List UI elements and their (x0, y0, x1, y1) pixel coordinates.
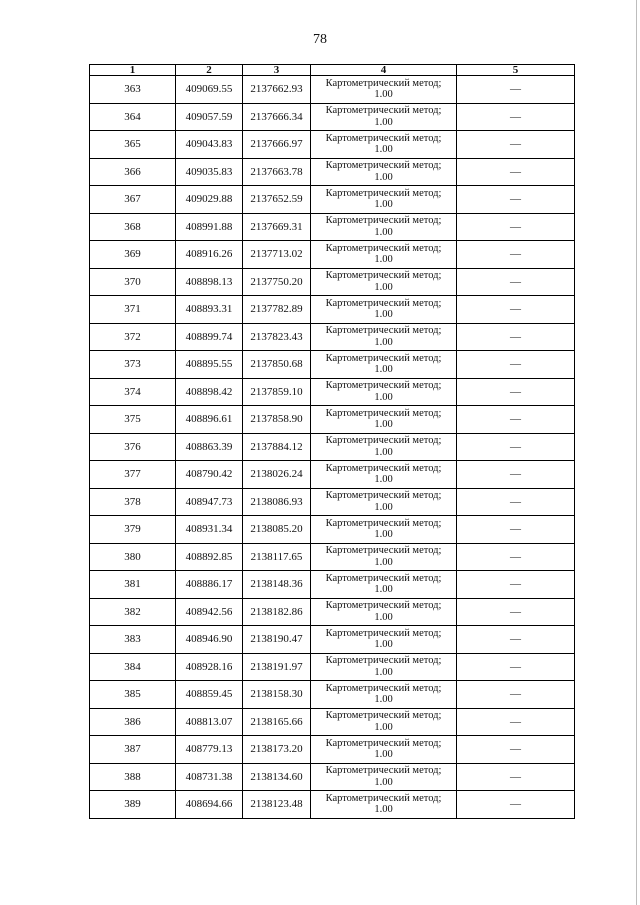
x-coordinate-cell: 409043.83 (176, 131, 243, 159)
method-cell (311, 543, 457, 571)
point-number-cell: 377 (90, 461, 176, 489)
y-coordinate-cell: 2138165.66 (243, 708, 311, 736)
column-5-cell: — (457, 708, 575, 736)
x-coordinate-cell: 408790.42 (176, 461, 243, 489)
table-row (90, 406, 575, 434)
point-number-cell: 370 (90, 268, 176, 296)
column-5-cell: — (457, 76, 575, 104)
table-row (90, 653, 575, 681)
column-5-cell: — (457, 213, 575, 241)
column-header-1: 1 (90, 65, 176, 76)
table-row (90, 763, 575, 791)
x-coordinate-cell: 409057.59 (176, 103, 243, 131)
point-number-cell: 376 (90, 433, 176, 461)
method-cell (311, 571, 457, 599)
x-coordinate-cell: 409029.88 (176, 186, 243, 214)
method-cell (311, 103, 457, 131)
method-text: Картометрический метод; (325, 187, 442, 199)
table-row (90, 241, 575, 269)
accuracy-text: 1.00 (374, 666, 393, 678)
point-number-cell: 369 (90, 241, 176, 269)
method-text: Картометрический метод; (325, 600, 442, 612)
accuracy-text: 1.00 (374, 254, 393, 266)
table-row (90, 543, 575, 571)
y-coordinate-cell: 2138085.20 (243, 516, 311, 544)
x-coordinate-cell: 408931.34 (176, 516, 243, 544)
column-5-cell: — (457, 351, 575, 379)
column-5-cell: — (457, 241, 575, 269)
method-text: Картометрический метод; (325, 242, 442, 254)
point-number-cell: 385 (90, 681, 176, 709)
point-number-cell: 367 (90, 186, 176, 214)
method-text: Картометрический метод; (325, 792, 442, 804)
column-5-cell: — (457, 186, 575, 214)
point-number-cell: 382 (90, 598, 176, 626)
method-text: Картометрический метод; (325, 462, 442, 474)
method-cell (311, 736, 457, 764)
point-number-cell: 368 (90, 213, 176, 241)
column-5-cell: — (457, 681, 575, 709)
point-number-cell: 372 (90, 323, 176, 351)
y-coordinate-cell: 2138134.60 (243, 763, 311, 791)
accuracy-text: 1.00 (374, 749, 393, 761)
table-row (90, 268, 575, 296)
method-text: Картометрический метод; (325, 765, 442, 777)
method-text: Картометрический метод; (325, 407, 442, 419)
point-number-cell: 375 (90, 406, 176, 434)
table-row (90, 571, 575, 599)
method-cell (311, 516, 457, 544)
table-row (90, 461, 575, 489)
accuracy-text: 1.00 (374, 89, 393, 101)
accuracy-text: 1.00 (374, 336, 393, 348)
accuracy-text: 1.00 (374, 639, 393, 651)
method-text: Картометрический метод; (325, 682, 442, 694)
column-5-cell: — (457, 131, 575, 159)
x-coordinate-cell: 408886.17 (176, 571, 243, 599)
method-text: Картометрический метод; (325, 132, 442, 144)
x-coordinate-cell: 408893.31 (176, 296, 243, 324)
method-text: Картометрический метод; (325, 655, 442, 667)
accuracy-text: 1.00 (374, 694, 393, 706)
accuracy-text: 1.00 (374, 144, 393, 156)
y-coordinate-cell: 2137666.34 (243, 103, 311, 131)
column-5-cell: — (457, 406, 575, 434)
accuracy-text: 1.00 (374, 281, 393, 293)
table-row (90, 708, 575, 736)
table-header-row (90, 65, 575, 76)
accuracy-text: 1.00 (374, 116, 393, 128)
y-coordinate-cell: 2138086.93 (243, 488, 311, 516)
point-number-cell: 383 (90, 626, 176, 654)
method-cell (311, 708, 457, 736)
column-header-5: 5 (457, 65, 575, 76)
accuracy-text: 1.00 (374, 529, 393, 541)
y-coordinate-cell: 2137859.10 (243, 378, 311, 406)
point-number-cell: 373 (90, 351, 176, 379)
column-5-cell: — (457, 378, 575, 406)
method-cell (311, 241, 457, 269)
method-text: Картометрический метод; (325, 435, 442, 447)
x-coordinate-cell: 408896.61 (176, 406, 243, 434)
column-5-cell: — (457, 323, 575, 351)
column-5-cell: — (457, 296, 575, 324)
y-coordinate-cell: 2138173.20 (243, 736, 311, 764)
page-number: 78 (313, 32, 327, 47)
table-row (90, 598, 575, 626)
method-text: Картометрический метод; (325, 572, 442, 584)
table-row (90, 131, 575, 159)
x-coordinate-cell: 408991.88 (176, 213, 243, 241)
method-text: Картометрический метод; (325, 215, 442, 227)
column-5-cell: — (457, 653, 575, 681)
y-coordinate-cell: 2137652.59 (243, 186, 311, 214)
column-5-cell: — (457, 516, 575, 544)
point-number-cell: 389 (90, 791, 176, 819)
table-row (90, 351, 575, 379)
x-coordinate-cell: 408898.42 (176, 378, 243, 406)
accuracy-text: 1.00 (374, 199, 393, 211)
method-cell (311, 626, 457, 654)
method-cell (311, 406, 457, 434)
method-cell (311, 213, 457, 241)
method-cell (311, 653, 457, 681)
column-header-4: 4 (311, 65, 457, 76)
method-cell (311, 433, 457, 461)
x-coordinate-cell: 409035.83 (176, 158, 243, 186)
y-coordinate-cell: 2137884.12 (243, 433, 311, 461)
table-row (90, 681, 575, 709)
method-cell (311, 378, 457, 406)
table-row (90, 791, 575, 819)
column-5-cell: — (457, 736, 575, 764)
point-number-cell: 374 (90, 378, 176, 406)
method-cell (311, 158, 457, 186)
x-coordinate-cell: 408694.66 (176, 791, 243, 819)
method-text: Картометрический метод; (325, 270, 442, 282)
y-coordinate-cell: 2137858.90 (243, 406, 311, 434)
table-row (90, 213, 575, 241)
column-header-3: 3 (243, 65, 311, 76)
accuracy-text: 1.00 (374, 584, 393, 596)
table-row (90, 488, 575, 516)
y-coordinate-cell: 2138158.30 (243, 681, 311, 709)
x-coordinate-cell: 408942.56 (176, 598, 243, 626)
accuracy-text: 1.00 (374, 556, 393, 568)
column-5-cell: — (457, 626, 575, 654)
table-row (90, 103, 575, 131)
column-5-cell: — (457, 488, 575, 516)
method-text: Картометрический метод; (325, 77, 442, 89)
y-coordinate-cell: 2137713.02 (243, 241, 311, 269)
point-number-cell: 384 (90, 653, 176, 681)
accuracy-text: 1.00 (374, 474, 393, 486)
point-number-cell: 363 (90, 76, 176, 104)
x-coordinate-cell: 409069.55 (176, 76, 243, 104)
method-text: Картометрический метод; (325, 737, 442, 749)
column-5-cell: — (457, 103, 575, 131)
column-5-cell: — (457, 598, 575, 626)
y-coordinate-cell: 2137669.31 (243, 213, 311, 241)
x-coordinate-cell: 408859.45 (176, 681, 243, 709)
table-row (90, 626, 575, 654)
accuracy-text: 1.00 (374, 804, 393, 816)
x-coordinate-cell: 408779.13 (176, 736, 243, 764)
method-cell (311, 296, 457, 324)
y-coordinate-cell: 2137750.20 (243, 268, 311, 296)
point-number-cell: 387 (90, 736, 176, 764)
column-5-cell: — (457, 158, 575, 186)
method-cell (311, 791, 457, 819)
y-coordinate-cell: 2138148.36 (243, 571, 311, 599)
method-text: Картометрический метод; (325, 352, 442, 364)
method-cell (311, 461, 457, 489)
x-coordinate-cell: 408813.07 (176, 708, 243, 736)
column-5-cell: — (457, 433, 575, 461)
table-row (90, 516, 575, 544)
method-cell (311, 598, 457, 626)
x-coordinate-cell: 408899.74 (176, 323, 243, 351)
coordinates-table (89, 64, 575, 819)
x-coordinate-cell: 408892.85 (176, 543, 243, 571)
y-coordinate-cell: 2137662.93 (243, 76, 311, 104)
table-row (90, 433, 575, 461)
method-cell (311, 681, 457, 709)
point-number-cell: 378 (90, 488, 176, 516)
point-number-cell: 366 (90, 158, 176, 186)
accuracy-text: 1.00 (374, 501, 393, 513)
point-number-cell: 365 (90, 131, 176, 159)
table-row (90, 158, 575, 186)
method-text: Картометрический метод; (325, 105, 442, 117)
column-5-cell: — (457, 571, 575, 599)
point-number-cell: 386 (90, 708, 176, 736)
point-number-cell: 379 (90, 516, 176, 544)
y-coordinate-cell: 2138190.47 (243, 626, 311, 654)
y-coordinate-cell: 2137850.68 (243, 351, 311, 379)
accuracy-text: 1.00 (374, 364, 393, 376)
table-row (90, 186, 575, 214)
method-text: Картометрический метод; (325, 325, 442, 337)
table-row (90, 323, 575, 351)
y-coordinate-cell: 2137782.89 (243, 296, 311, 324)
y-coordinate-cell: 2138117.65 (243, 543, 311, 571)
method-text: Картометрический метод; (325, 490, 442, 502)
method-cell (311, 351, 457, 379)
method-cell (311, 186, 457, 214)
column-header-2: 2 (176, 65, 243, 76)
method-cell (311, 268, 457, 296)
accuracy-text: 1.00 (374, 721, 393, 733)
method-text: Картометрический метод; (325, 627, 442, 639)
accuracy-text: 1.00 (374, 171, 393, 183)
method-cell (311, 76, 457, 104)
point-number-cell: 381 (90, 571, 176, 599)
column-5-cell: — (457, 268, 575, 296)
table-row (90, 76, 575, 104)
method-text: Картометрический метод; (325, 710, 442, 722)
point-number-cell: 364 (90, 103, 176, 131)
y-coordinate-cell: 2137663.78 (243, 158, 311, 186)
x-coordinate-cell: 408895.55 (176, 351, 243, 379)
column-5-cell: — (457, 791, 575, 819)
accuracy-text: 1.00 (374, 226, 393, 238)
accuracy-text: 1.00 (374, 391, 393, 403)
x-coordinate-cell: 408731.38 (176, 763, 243, 791)
method-cell (311, 323, 457, 351)
accuracy-text: 1.00 (374, 611, 393, 623)
x-coordinate-cell: 408928.16 (176, 653, 243, 681)
method-cell (311, 763, 457, 791)
accuracy-text: 1.00 (374, 419, 393, 431)
point-number-cell: 371 (90, 296, 176, 324)
table-body (90, 76, 575, 819)
x-coordinate-cell: 408863.39 (176, 433, 243, 461)
method-text: Картометрический метод; (325, 517, 442, 529)
column-5-cell: — (457, 461, 575, 489)
table-row (90, 378, 575, 406)
x-coordinate-cell: 408947.73 (176, 488, 243, 516)
y-coordinate-cell: 2138182.86 (243, 598, 311, 626)
table-row (90, 736, 575, 764)
y-coordinate-cell: 2138123.48 (243, 791, 311, 819)
x-coordinate-cell: 408916.26 (176, 241, 243, 269)
method-text: Картометрический метод; (325, 160, 442, 172)
x-coordinate-cell: 408946.90 (176, 626, 243, 654)
accuracy-text: 1.00 (374, 309, 393, 321)
column-5-cell: — (457, 543, 575, 571)
y-coordinate-cell: 2137666.97 (243, 131, 311, 159)
point-number-cell: 380 (90, 543, 176, 571)
x-coordinate-cell: 408898.13 (176, 268, 243, 296)
method-text: Картометрический метод; (325, 297, 442, 309)
column-5-cell: — (457, 763, 575, 791)
accuracy-text: 1.00 (374, 776, 393, 788)
method-cell (311, 131, 457, 159)
method-text: Картометрический метод; (325, 380, 442, 392)
method-cell (311, 488, 457, 516)
method-text: Картометрический метод; (325, 545, 442, 557)
table-row (90, 296, 575, 324)
accuracy-text: 1.00 (374, 446, 393, 458)
point-number-cell: 388 (90, 763, 176, 791)
page-edge-line (636, 0, 637, 905)
y-coordinate-cell: 2137823.43 (243, 323, 311, 351)
y-coordinate-cell: 2138191.97 (243, 653, 311, 681)
y-coordinate-cell: 2138026.24 (243, 461, 311, 489)
